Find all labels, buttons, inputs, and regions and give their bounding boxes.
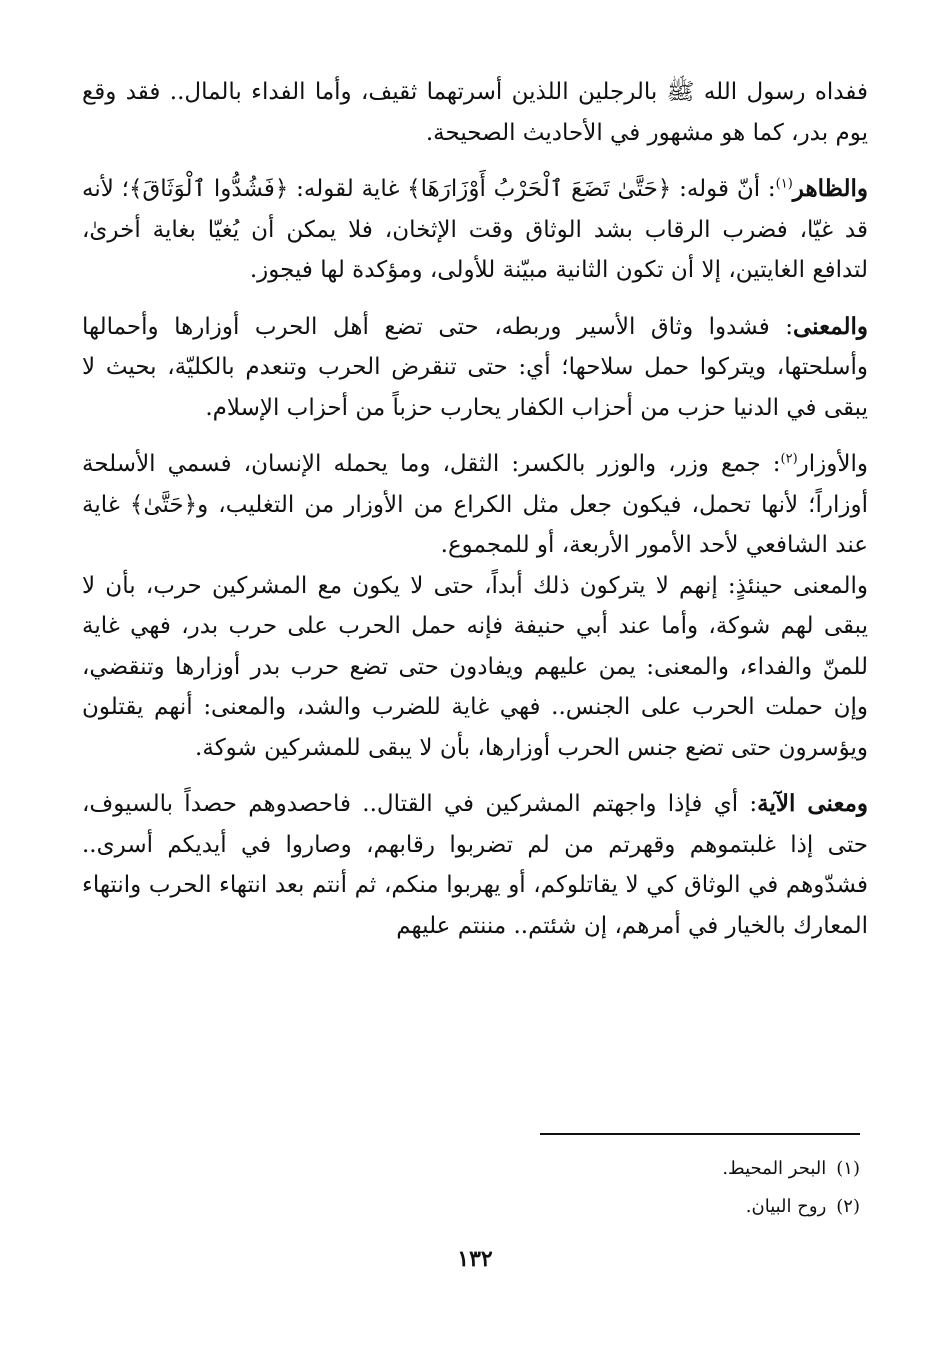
paragraph-lead: والظاهر [792,175,868,202]
paragraph-lead: ومعنى الآية [757,790,868,817]
paragraph-text: ففداه رسول الله ﷺ بالرجلين اللذين أسرتهما ثقيف، وأما الفداء بالمال.. فقد وقع يوم بدر، كما هو مشهور في الأحاديث الصحيحة. [82,79,868,146]
paragraph-meaning-then [82,566,868,769]
paragraph-continuation [82,72,868,153]
footnote-text: البحر المحيط. [722,1158,827,1179]
paragraph-text: : فشدوا وثاق الأسير وربطه، حتى تضع أهل الحرب أوزارها وأحمالها وأسلحتها، ويتركوا حمل سلاحها؛ أي: حتى تنقرض الحرب وتنعدم بالكليّة، بحيث لا يبقى في الدنيا حزب من أحزاب الكفار يحارب حزباً من أحزاب الإسلام. [82,313,868,421]
footnotes [160,1150,860,1226]
paragraph-text: : أي فإذا واجهتم المشركين في القتال.. فاحصدوهم حصداً بالسيوف، حتى إذا غلبتموهم وقهرتم من لم تضربوا رقابهم، وصاروا في أيديكم أسرى.. فشدّوهم في الوثاق كي لا يقاتلوكم، أو يهربوا منكم، ثم أنتم بعد انتهاء الحرب وانتهاء المعارك بالخيار في أمرهم، إن شئتم.. مننتم عليهم [82,791,868,939]
footnote-text: روح البيان. [745,1196,827,1217]
footnote-item [160,1188,860,1226]
paragraph-lead: والأوزار [797,451,868,477]
paragraph-zahir [82,169,868,291]
paragraph-text: : جمع وزر، والوزر بالكسر: الثقل، وما يحمله الإنسان، فسمي الأسلحة أوزاراً؛ لأنها تحمل، فيكون جعل مثل الكراع من الأوزار من التغليب، و﴿حَتَّىٰ﴾ غاية عند الشافعي لأحد الأمور الأربعة، أو للمجموع. [82,451,868,558]
footnote-number: (٢) [836,1196,860,1217]
footnote-ref: (٢) [780,451,798,467]
paragraph-meaning [82,307,868,429]
page-number: ١٣٢ [457,1246,493,1272]
main-text [82,72,868,962]
paragraph-text: والمعنى حينئذٍ: إنهم لا يتركون ذلك أبداً، حتى لا يكون مع المشركين حرب، بأن لا يبقى لهم شوكة، وأما عند أبي حنيفة فإنه حمل الحرب على حرب بدر، فهي غاية للمنّ والفداء، والمعنى: يمن عليهم ويفادون حتى تضع حرب بدر أوزارها وتنقضي، وإن حملت الحرب على الجنس.. فهي غاية للضرب والشد، والمعنى: أنهم يقتلون ويؤسرون حتى تضع جنس الحرب أوزارها، بأن لا يبقى للمشركين شوكة. [82,572,868,761]
footnote-item [160,1150,860,1188]
paragraph-lead: والمعنى [792,312,868,340]
paragraph-verse-meaning [82,784,868,946]
paragraph-awzar [82,444,868,566]
footnote-divider [540,1133,860,1135]
footnote-number: (١) [836,1158,860,1179]
paragraph-text: : أنّ قوله: ﴿حَتَّىٰ تَضَعَ ٱلْحَرْبُ أَوْزَارَهَا﴾ غاية لقوله: ﴿فَشُدُّوا ٱلْوَثَاقَ﴾؛ لأنه قد غيّا، فضرب الرقاب بشد الوثاق وقت الإثخان، فلا يمكن أن يُغيّا بغاية أخرىٰ، لتدافع الغايتين، إلا أن تكون الثانية مبيّنة للأولى، ومؤكدة لها فيجوز. [82,176,868,283]
footnote-ref: (١) [775,176,793,192]
